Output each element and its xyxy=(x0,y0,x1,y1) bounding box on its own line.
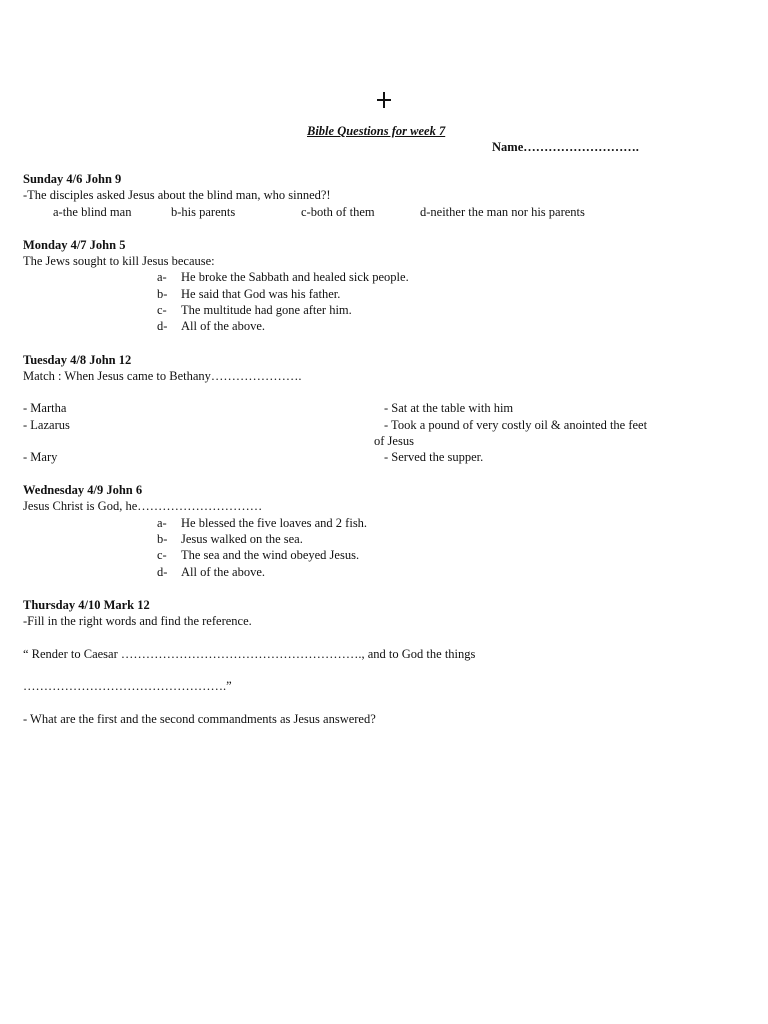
monday-option-text: The multitude had gone after him. xyxy=(181,303,352,317)
match-left-item: - Martha xyxy=(23,401,67,415)
sunday-option-b: b-his parents xyxy=(171,205,236,219)
fill-in-quote-line: “ Render to Caesar …………………………………………………., and to God the things xyxy=(23,647,476,661)
wednesday-option-letter: a- xyxy=(157,516,167,530)
sunday-option-d: d-neither the man nor his parents xyxy=(420,205,585,219)
page-title: Bible Questions for week 7 xyxy=(307,124,446,138)
match-left-item: - Lazarus xyxy=(23,418,70,432)
wednesday-option-text: He blessed the five loaves and 2 fish. xyxy=(181,516,368,530)
name-field-label: Name………………………. xyxy=(492,140,639,154)
tuesday-question: Match : When Jesus came to Bethany…………………. xyxy=(23,369,302,383)
wednesday-option-letter: b- xyxy=(157,532,168,546)
monday-question: The Jews sought to kill Jesus because: xyxy=(23,254,215,268)
wednesday-option-text: All of the above. xyxy=(181,565,266,579)
monday-option-letter: a- xyxy=(157,270,167,284)
match-right-item-continued: of Jesus xyxy=(374,434,414,448)
match-right-item: - Took a pound of very costly oil & anointed the feet xyxy=(384,418,648,432)
fill-in-quote-line: ………………………………………….” xyxy=(23,679,232,693)
monday-option-letter: c- xyxy=(157,303,167,317)
monday-option-letter: b- xyxy=(157,287,168,301)
thursday-heading: Thursday 4/10 Mark 12 xyxy=(23,598,150,612)
monday-option-letter: d- xyxy=(157,319,168,333)
tuesday-heading: Tuesday 4/8 John 12 xyxy=(23,353,132,367)
thursday-instruction: -Fill in the right words and find the reference. xyxy=(23,614,252,628)
thursday-question: - What are the first and the second commandments as Jesus answered? xyxy=(23,712,376,726)
sunday-option-c: c-both of them xyxy=(301,205,375,219)
monday-option-text: All of the above. xyxy=(181,319,266,333)
wednesday-option-text: The sea and the wind obeyed Jesus. xyxy=(181,548,360,562)
match-right-item: - Sat at the table with him xyxy=(384,401,514,415)
wednesday-option-letter: d- xyxy=(157,565,168,579)
monday-option-text: He said that God was his father. xyxy=(181,287,341,301)
sunday-heading: Sunday 4/6 John 9 xyxy=(23,172,122,186)
monday-option-text: He broke the Sabbath and healed sick people. xyxy=(181,270,409,284)
wednesday-option-letter: c- xyxy=(157,548,167,562)
wednesday-heading: Wednesday 4/9 John 6 xyxy=(23,483,143,497)
wednesday-question: Jesus Christ is God, he………………………… xyxy=(23,499,263,513)
match-left-item: - Mary xyxy=(23,450,58,464)
monday-heading: Monday 4/7 John 5 xyxy=(23,238,126,252)
match-right-item: - Served the supper. xyxy=(384,450,484,464)
sunday-question: -The disciples asked Jesus about the blind man, who sinned?! xyxy=(23,188,331,202)
sunday-option-a: a-the blind man xyxy=(53,205,132,219)
wednesday-option-text: Jesus walked on the sea. xyxy=(181,532,303,546)
